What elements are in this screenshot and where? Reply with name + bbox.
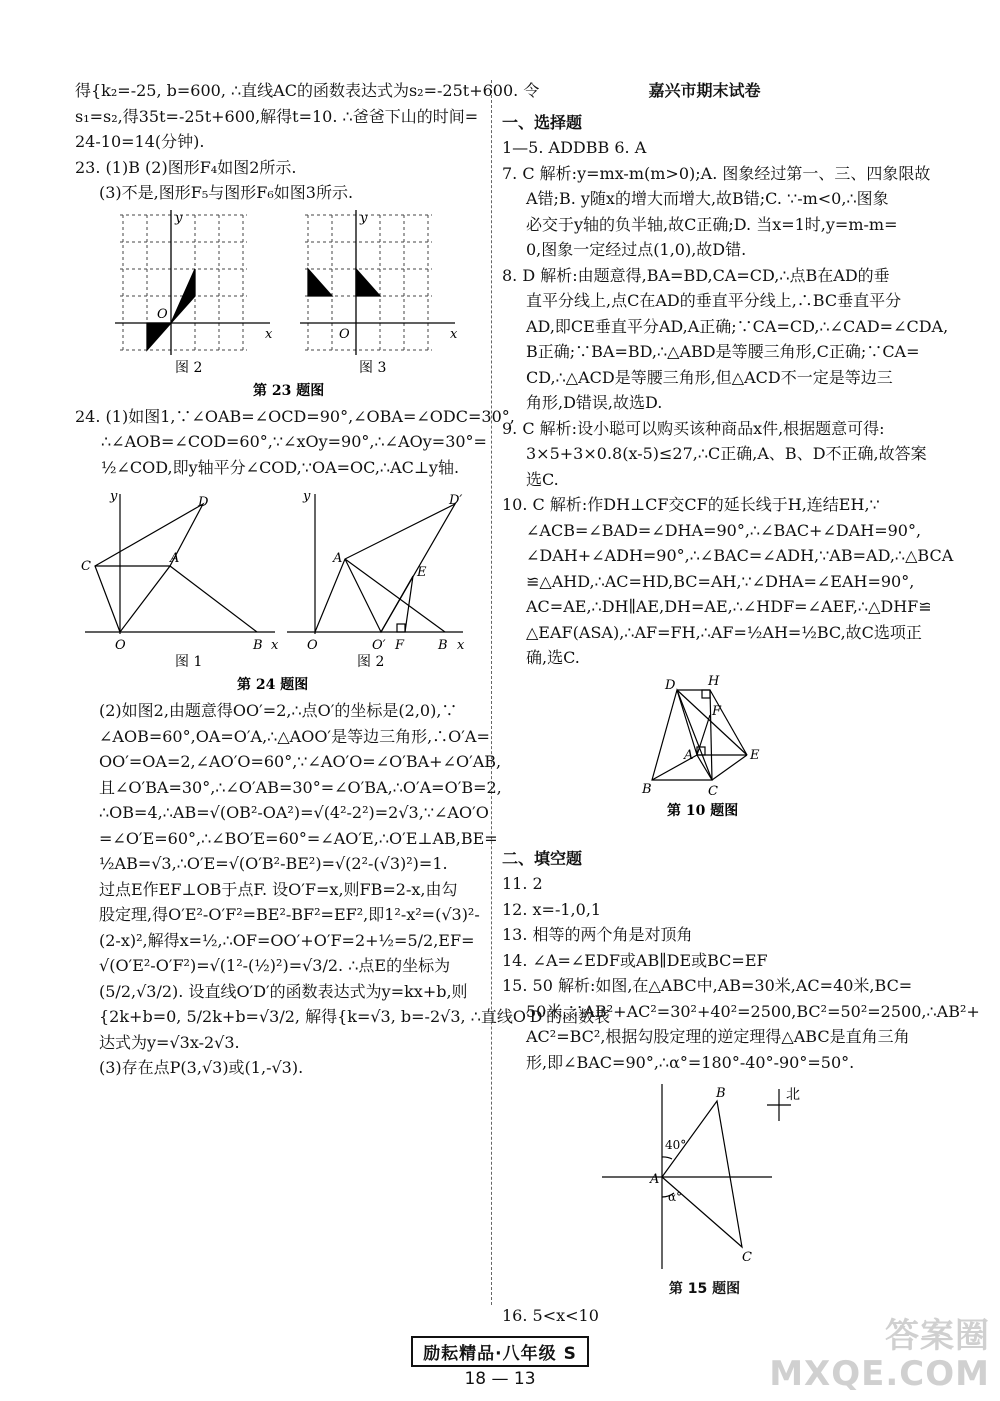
answer-line: 直平分线上,点C在AD的垂直平分线上,∴BC垂直平分 [526,291,902,310]
figure-15 [502,1079,907,1279]
answer-line: 50米,∵AB²+AC²=30²+40²=2500,BC²=50²=2500,∴AB²+ [526,1001,980,1021]
fig24-label-1: 图 1 [175,654,203,670]
answer-line: 10. C 解析:作DH⊥CF交CF的延长线于H,连结EH,∵ [502,495,880,514]
answer-line: 选C. [526,469,559,489]
q23-line: (3)不是,图形F₅与图形F₆如图3所示. [99,183,354,202]
answer-line: 7. C 解析:y=mx-m(m>0);A. 图象经过第一、三、四象限故 [502,163,931,183]
q24-2-line: 过点E作EF⊥OB于点F. 设O′F=x,则FB=2-x,由勾 [99,879,458,899]
answer-line: 0,图象一定经过点(1,0),故D错. [526,240,747,259]
answer-line: 角形,D错误,故选D. [526,393,663,412]
fig10-H: H [708,674,720,689]
right-column [502,78,980,1328]
fig23-x: x [265,326,273,342]
q24-2-line: =∠O′E=60°,∴∠BO′E=60°=∠AO′E,∴O′E⊥AB,BE= [99,828,498,848]
text-line: 得{k₂=-25, b=600, ∴直线AC的函数表达式为s₂=-25t+600. 令 [75,81,540,100]
watermark-line-2: MXQE.COM [769,1354,990,1394]
text-line: s₁=s₂,得35t=-25t+600,解得t=10. ∴爸爸下山的时间= [75,106,479,126]
answer-line: △EAF(ASA),∴AF=FH,∴AF=½AH=½BC,故C选项正 [526,622,922,642]
section-heading: 一、选择题 [502,112,583,132]
q24-2-line: √(O′E²-O′F²)=√(1²-(½)²)=√3/2. ∴点E的坐标为 [99,956,451,975]
column-divider [491,80,492,1305]
answer-line: 13. 相等的两个角是对顶角 [502,925,693,944]
fig10-A: A [684,747,694,763]
answer-line: 8. D 解析:由题意得,BA=BD,CA=CD,∴点B在AD的垂 [502,265,890,285]
fig24-2-y: y [303,489,311,504]
fig24-2-O2: O′ [372,638,386,653]
answer-line: 11. 2 [502,874,543,893]
answer-line: 确,选C. [526,648,580,667]
fig24-2-O: O [307,638,318,653]
fig15-C: C [742,1250,752,1265]
fig24-1-O: O [115,638,126,653]
brand-label: 励耘精品·八年级 S [411,1336,589,1367]
q24-2-line: ∠AOB=60°,OA=O′A,∴△AOO′是等边三角形,∴O′A= [99,726,490,746]
fig24-1-x: x [271,638,279,653]
fig15-A: A [650,1172,660,1187]
answer-line: 3×5+3×0.8(x-5)≤27,∴C正确,A、B、D不正确,故答案 [526,444,927,463]
answer-line: 必交于y轴的负半轴,故C正确;D. 当x=1时,y=m-m= [526,214,898,234]
answer-line: AC=AE,∴DH∥AE,DH=AE,∴∠HDF=∠AEF,∴△DHF≌ [526,597,932,616]
fig24-1-D: D [198,495,209,510]
answer-line: ∠DAH+∠ADH=90°,∴∠BAC=∠ADH,∵AB=AD,∴△BCA [526,546,954,565]
fig23-label-2: 图 2 [175,359,203,376]
fig23-caption: 第 23 题图 [253,382,325,399]
text-line: 24-10=14(分钟). [75,132,205,151]
q24-2-line: ∴OB=4,∴AB=√(OB²-OA²)=√(4²-2²)=2√3,∵∠AO′O [99,803,489,822]
fig23-x2: x [450,326,458,342]
fig24-2-D: D′ [449,493,463,508]
fig15-caption: 第 15 题图 [668,1281,741,1297]
figure-23 [75,210,480,400]
answer-line: ∠ACB=∠BAD=∠DHA=90°,∴∠BAC+∠DAH=90°, [526,520,922,540]
fig24-1-A: A [170,551,180,566]
fig24-1-C: C [81,559,91,574]
answer-line: AD,即CE垂直平分AD,A正确;∵CA=CD,∴∠CAD=∠CDA, [526,316,949,336]
q23-line: 23. (1)B (2)图形F₄如图2所示. [75,157,297,177]
fig24-2-A: A [333,551,343,566]
answer-line: CD,∴△ACD是等腰三角形,但△ACD不一定是等边三 [526,367,893,387]
figure-10 [502,675,907,840]
fig24-1-y: y [110,489,118,504]
fig10-E: E [750,747,760,763]
answer-line: 1—5. ADDBB 6. A [502,138,647,157]
fig23-grid-1 [120,215,247,350]
fig15-north: 北 [786,1087,800,1103]
answer-line: 形,即∠BAC=90°,∴α°=180°-40°-90°=50°. [526,1052,855,1072]
fig24-2-x: x [457,638,465,653]
q24-2-line: 达式为y=√3x-2√3. [99,1032,240,1052]
q24-line: ∴∠AOB=∠COD=60°,∵∠xOy=90°,∴∠AOy=30°= [101,432,487,451]
fig10-C: C [708,783,718,799]
exam-title: 嘉兴市期末试卷 [648,81,761,100]
fig23-label-3: 图 3 [359,359,387,376]
fig15-angle: 40° [665,1138,687,1152]
figure-24 [75,484,480,694]
section-heading: 二、填空题 [502,848,583,868]
fig24-2-B: B [438,638,448,653]
answer-line: AC²=BC²,根据勾股定理的逆定理得△ABC是直角三角 [526,1027,910,1046]
q24-2-line: (5/2,√3/2). 设直线O′D′的函数表达式为y=kx+b,则 [99,981,468,1001]
watermark-line-1: 答案圈 [885,1316,990,1356]
fig23-y: y [175,210,183,226]
fig24-caption: 第 24 题图 [237,677,309,693]
answer-line: 14. ∠A=∠EDF或AB∥DE或BC=EF [502,950,768,970]
page-number: 18 — 13 [464,1369,536,1389]
fig10-B: B [642,781,652,797]
fig24-2-E: E [417,565,427,580]
q24-2-line: 且∠O′BA=30°,∴∠O′AB=30°=∠O′BA,∴O′A=O′B=2, [99,777,502,797]
fig10-caption: 第 10 题图 [667,802,739,819]
fig24-1-B: B [253,638,263,653]
fig24-2-F: F [395,638,405,653]
answer-line: 16. 5<x<10 [502,1305,599,1325]
q24-line: ½∠COD,即y轴平分∠COD,∵OA=OC,∴AC⊥y轴. [101,457,460,477]
answer-line: ≌△AHD,∴AC=HD,BC=AH,∵∠DHA=∠EAH=90°, [526,571,915,591]
fig10-F: F [712,703,722,719]
answer-line: 9. C 解析:设小聪可以购买该种商品x件,根据题意可得: [502,418,885,438]
answer-line: A错;B. y随x的增大而增大,故B错;C. ∵-m<0,∴图象 [526,189,889,208]
q24-2-line: (2-x)²,解得x=½,∴OF=OO′+O′F=2+½=5/2,EF= [99,930,475,950]
q24-2-line: {2k+b=0, 5/2k+b=√3/2, 解得{k=√3, b=-2√3, ∴直线O′D′的函数表 [99,1007,611,1026]
q24-2-line: (3)存在点P(3,√3)或(1,-√3). [99,1058,304,1077]
q24-2-line: (2)如图2,由题意得OO′=2,∴点O′的坐标是(2,0),∵ [99,701,458,720]
fig23-o: O [157,306,168,322]
q24-2-line: ½AB=√3,∴O′E=√(O′B²-BE²)=√(2²-(√3)²)=1. [99,854,448,873]
fig23-o2: O [339,326,350,342]
fig15-B: B [716,1086,726,1101]
q24-line: 24. (1)如图1,∵∠OAB=∠OCD=90°,∠OBA=∠ODC=30°, [75,406,515,426]
answer-line: 12. x=-1,0,1 [502,899,602,919]
fig24-label-2: 图 2 [357,654,385,670]
answer-line: B正确;∵BA=BD,∴△ABD是等腰三角形,C正确;∵CA= [526,342,920,361]
fig23-y2: y [360,210,368,226]
fig10-D: D [665,677,676,693]
q24-2-line: 股定理,得O′E²-O′F²=BE²-BF²=EF²,即1²-x²=(√3)²- [99,905,480,924]
answer-line: 15. 50 解析:如图,在△ABC中,AB=30米,AC=40米,BC= [502,976,913,995]
q24-2-line: OO′=OA=2,∠AO′O=60°,∵∠AO′O=∠O′BA+∠O′AB, [99,752,502,771]
fig15-alpha: α° [668,1190,683,1204]
watermark [769,1317,990,1393]
